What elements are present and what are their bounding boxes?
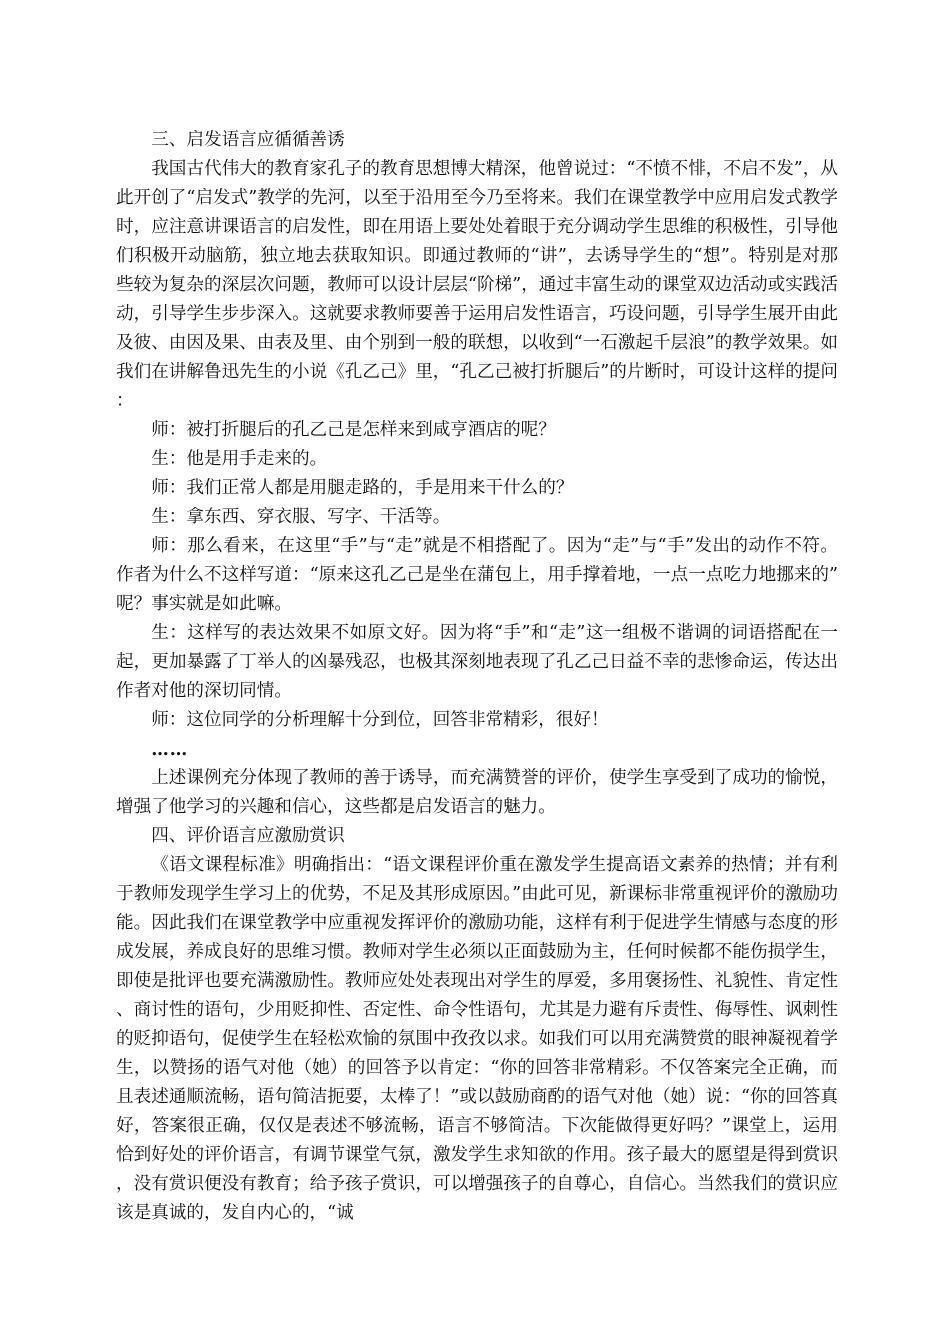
document-page xyxy=(116,126,838,1228)
body-paragraph: 上述课例充分体现了教师的善于诱导，而充满赞誉的评价，使学生享受到了成功的愉悦，增强了他学习的兴趣和信心，这些都是启发语言的魅力。 xyxy=(116,768,838,817)
body-paragraph: 我国古代伟大的教育家孔子的教育思想博大精深，他曾说过：“不愤不悱，不启不发”，从此开创了“启发式”教学的先河，以至于沿用至今乃至将来。我们在课堂教学中应用启发式教学时，应注意讲课语言的启发性，即在用语上要处处着眼于充分调动学生思维的积极性，引导他们积极开动脑筋，独立地去获取知识。即通过教师的“讲”，去诱导学生的“想”。特别是对那些较为复杂的深层次问题，教师可以设计层层“阶梯”，通过丰富生动的课堂双边活动或实践活动，引导学生步步深入。这就要求教师要善于运用启发性语言，巧设问题，引导学生展开由此及彼、由因及果、由表及里、由个别到一般的联想，以收到“一石激起千层浪”的教学效果。如我们在讲解鲁迅先生的小说《孔乙己》里，“孔乙己被打折腿后”的片断时，可设计这样的提问： xyxy=(116,159,838,411)
dialog-line: 师：那么看来，在这里“手”与“走”就是不相搭配了。因为“走”与“手”发出的动作不符。作者为什么不这样写道：“原来这孔乙己是坐在蒲包上，用手撑着地，一点一点吃力地挪来的”呢？事实就是如此嘛。 xyxy=(116,536,838,614)
dialog-line: 生：这样写的表达效果不如原文好。因为将“手”和“走”这一组极不谐调的词语搭配在一起，更加暴露了丁举人的凶暴残忍，也极其深刻地表现了孔乙己日益不幸的悲惨命运，传达出作者对他的深切同情。 xyxy=(116,623,838,701)
ellipsis: …… xyxy=(151,739,189,760)
dialog-line: 生：拿东西、穿衣服、写字、干活等。 xyxy=(151,507,451,527)
section-heading-three: 三、启发语言应循循善诱 xyxy=(151,130,345,150)
dialog-line: 师：这位同学的分析理解十分到位，回答非常精彩，很好！ xyxy=(151,710,609,730)
dialog-line: 生：他是用手走来的。 xyxy=(151,449,328,469)
dialog-line: 师：被打折腿后的孔乙己是怎样来到咸亨酒店的呢？ xyxy=(151,420,556,440)
dialog-line: 师：我们正常人都是用腿走路的，手是用来干什么的？ xyxy=(151,478,574,498)
body-paragraph: 《语文课程标准》明确指出：“语文课程评价重在激发学生提高语文素养的热情；并有利于教师发现学生学习上的优势，不足及其形成原因。”由此可见，新课标非常重视评价的激励功能。因此我们在课堂教学中应重视发挥评价的激励功能，这样有利于促进学生情感与态度的形成发展，养成良好的思维习惯。教师对学生必须以正面鼓励为主，任何时候都不能伤损学生，即使是批评也要充满激励性。教师应处处表现出对学生的厚爱，多用褒扬性、礼貌性、肯定性、商讨性的语句，少用贬抑性、否定性、命令性语句，尤其是力避有斥责性、侮辱性、讽刺性的贬抑语句，促使学生在轻松欢愉的氛围中孜孜以求。如我们可以用充满赞赏的眼神凝视着学生，以赞扬的语气对他（她）的回答予以肯定：“你的回答非常精彩。不仅答案完全正确，而且表述通顺流畅，语句简洁扼要，太棒了！”或以鼓励商酌的语气对他（她）说：“你的回答真好，答案很正确，仅仅是表述不够流畅，语言不够简洁。下次能做得更好吗？”课堂上，运用恰到好处的评价语言，有调节课堂气氛，激发学生求知欲的作用。孩子最大的愿望是得到赏识，没有赏识便没有教育；给予孩子赏识，可以增强孩子的自尊心，自信心。当然我们的赏识应该是真诚的，发自内心的，“诚 xyxy=(116,855,838,1223)
section-heading-four: 四、评价语言应激励赏识 xyxy=(151,826,345,846)
